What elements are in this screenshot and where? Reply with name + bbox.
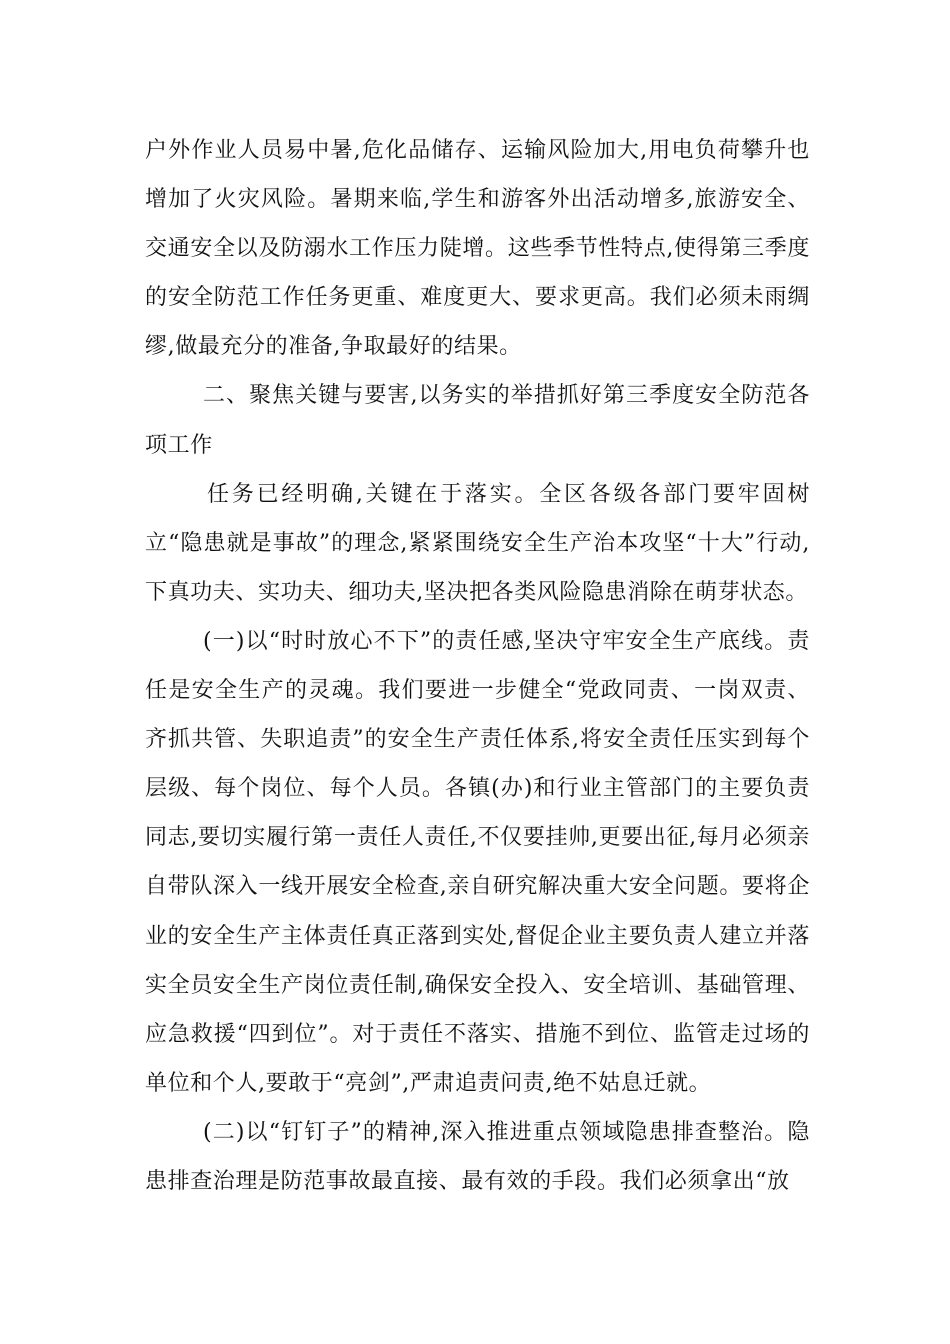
paragraph-continued-seasonal-risks: 户外作业人员易中暑,危化品储存、运输风险加大,用电负荷攀升也增加了火灾风险。暑期来临,学生和游客外出活动增多,旅游安全、交通安全以及防溺水工作压力陡增。这些季节性特点,使得第三季度的安全防范工作任务更重、难度更大、要求更高。我们必须未雨绸缪,做最充分的准备,争取最好的结果。 [145,138,810,360]
section-heading-two: 二、聚焦关键与要害,以务实的举措抓好第三季度安全防范各项工作 [145,383,810,458]
paragraph-implementation: 任务已经明确,关键在于落实。全区各级各部门要牢固树立“隐患就是事故”的理念,紧紧围绕安全生产治本攻坚“十大”行动,下真功夫、实功夫、细功夫,坚决把各类风险隐患消除在萌芽状态。 [145,481,810,605]
paragraph-responsibility: (一)以“时时放心不下”的责任感,坚决守牢安全生产底线。责任是安全生产的灵魂。我们要进一步健全“党政同责、一岗双责、齐抓共管、失职追责”的安全生产责任体系,将安全责任压实到每个层级、每个岗位、每个人员。各镇(办)和行业主管部门的主要负责同志,要切实履行第一责任人责任,不仅要挂帅,更要出征,每月必须亲自带队深入一线开展安全检查,亲自研究解决重大安全问题。要将企业的安全生产主体责任真正落到实处,督促企业主要负责人建立并落实全员安全生产岗位责任制,确保安全投入、安全培训、基础管理、应急救援“四到位”。对于责任不落实、措施不到位、监管走过场的单位和个人,要敢于“亮剑”,严肃追责问责,绝不姑息迁就。 [145,628,810,1096]
paragraph-hazard-inspection: (二)以“钉钉子”的精神,深入推进重点领域隐患排查整治。隐患排查治理是防范事故最直接、最有效的手段。我们必须拿出“放 [145,1119,810,1194]
document-body [145,126,810,1206]
